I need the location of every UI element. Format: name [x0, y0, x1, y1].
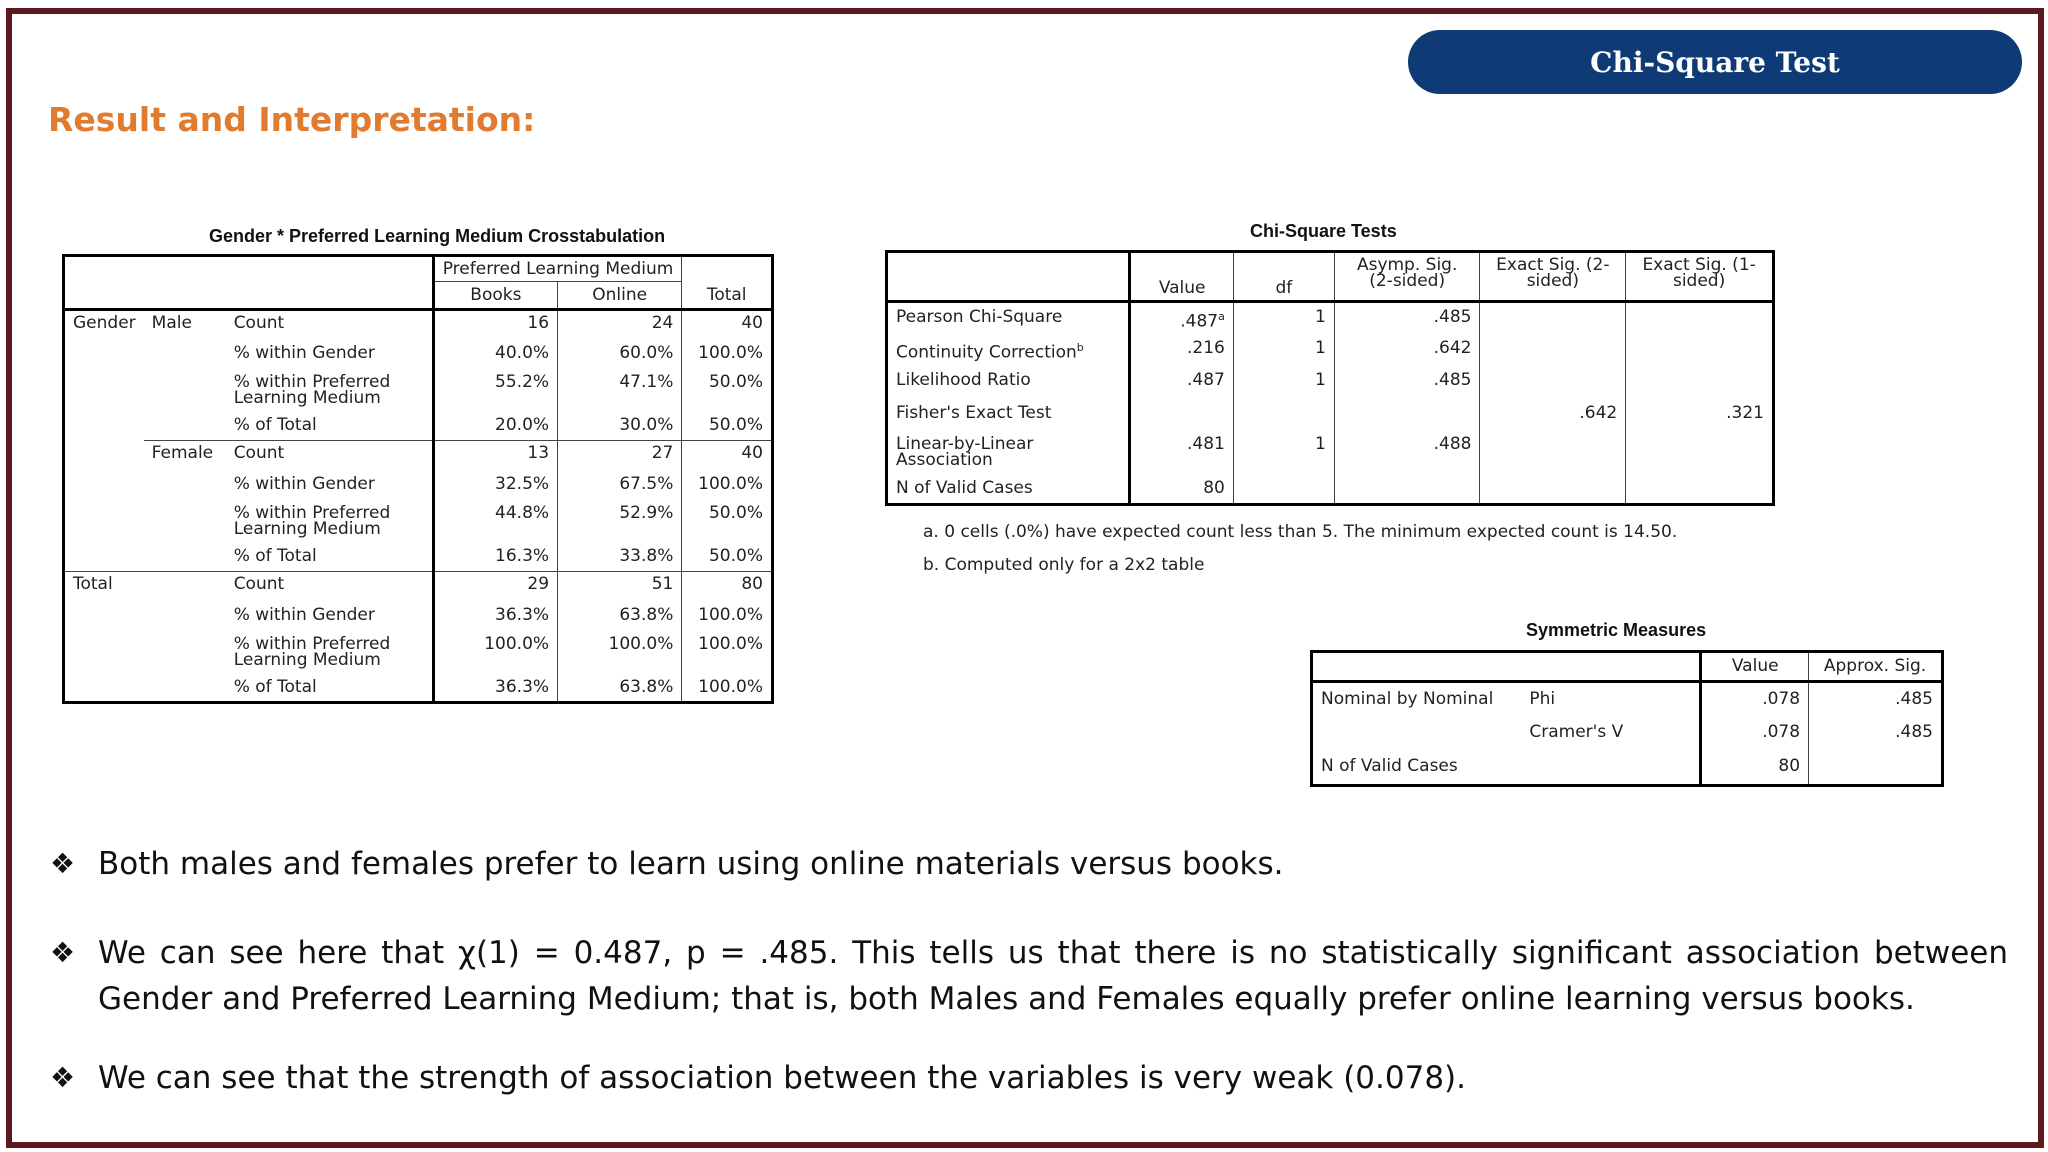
cell: 100.0%: [433, 630, 557, 673]
row-label: Pearson Chi-Square: [896, 307, 1063, 327]
col-asymp-cont: (2-sided): [1369, 271, 1446, 291]
stat-label: Count: [226, 572, 434, 601]
crosstab-group-header: Preferred Learning Medium: [433, 256, 682, 282]
row-male: Male: [151, 313, 192, 333]
cell: 1: [1233, 302, 1334, 334]
cell: 16.3%: [433, 542, 557, 572]
col-exact1: Exact Sig. (1-: [1642, 255, 1756, 275]
cell: 20.0%: [433, 411, 557, 441]
stat-label-cont: Learning Medium: [233, 518, 381, 539]
row-label: Likelihood Ratio: [896, 369, 1031, 390]
cell: 63.8%: [558, 673, 682, 703]
cell: 55.2%: [433, 368, 557, 411]
cell: .078: [1701, 682, 1809, 716]
crosstab-table: [62, 254, 774, 704]
row-nominal: Nominal by Nominal: [1321, 689, 1494, 709]
footnote-b: b. Computed only for a 2x2 table: [923, 555, 1205, 575]
diamond-bullet-icon: ❖: [50, 847, 76, 880]
cell: .485: [1334, 366, 1480, 398]
cell: .487: [1180, 311, 1219, 332]
col-books: Books: [433, 282, 557, 310]
table-row: [887, 475, 1774, 505]
row-label: N of Valid Cases: [896, 477, 1033, 498]
table-row: [887, 334, 1774, 366]
stat-label: % within Gender: [233, 342, 375, 363]
cell: .642: [1334, 334, 1480, 366]
cell: 51: [558, 572, 682, 601]
cell: 60.0%: [558, 339, 682, 368]
bullet-text: We can see here that χ(1) = 0.487, p = .485. This tells us that there is no statistically significant association between: [98, 935, 2008, 971]
crosstab-title: Gender * Preferred Learning Medium Crosstabulation: [209, 226, 666, 246]
cell: 100.0%: [682, 673, 773, 703]
cell: 1: [1233, 334, 1334, 366]
footnote-mark: b: [1076, 340, 1084, 354]
cell: [1480, 334, 1626, 366]
stat-label: % within Preferred: [233, 371, 391, 392]
crosstab-corner: [64, 256, 434, 310]
badge-label: Chi-Square Test: [1590, 45, 1840, 79]
cell: [1480, 431, 1626, 475]
col-exact2-cont: sided): [1526, 271, 1579, 291]
row-total: Total: [64, 572, 226, 601]
cell: .642: [1480, 398, 1626, 431]
cell: 100.0%: [558, 630, 682, 673]
stat-label: % within Preferred: [233, 502, 391, 523]
chisq-table: [885, 250, 1775, 506]
cell: 30.0%: [558, 411, 682, 441]
cell: 100.0%: [682, 601, 773, 630]
cell: 52.9%: [558, 499, 682, 542]
cell: 50.0%: [682, 499, 773, 542]
cell: 27: [558, 441, 682, 470]
stat-label-cont: Learning Medium: [233, 649, 381, 670]
cell: [1626, 431, 1774, 475]
cell: [1334, 475, 1480, 505]
row-label: Fisher's Exact Test: [896, 402, 1052, 423]
row-phi: Phi: [1529, 689, 1556, 709]
cell: 1: [1233, 431, 1334, 475]
row-label: Linear-by-Linear: [896, 433, 1034, 454]
cell: 50.0%: [682, 368, 773, 411]
cell: [1334, 398, 1480, 431]
cell: 100.0%: [682, 339, 773, 368]
chisq-title: Chi-Square Tests: [1250, 221, 1397, 241]
chisq-corner: [887, 252, 1130, 302]
cell: .485: [1809, 716, 1943, 750]
symm-corner: [1312, 652, 1701, 682]
cell: 24: [558, 310, 682, 339]
cell: [1626, 334, 1774, 366]
cell: .487: [1130, 366, 1233, 398]
stat-label-cont: Learning Medium: [233, 387, 381, 408]
stat-label: % of Total: [233, 414, 317, 435]
bullet-text: We can see that the strength of association between the variables is very weak (0.078).: [98, 1060, 1466, 1096]
stat-label: % of Total: [233, 676, 317, 697]
cell: 33.8%: [558, 542, 682, 572]
cell: 13: [433, 441, 557, 470]
cell: [1626, 302, 1774, 334]
cell: 40: [682, 310, 773, 339]
cell: 32.5%: [433, 470, 557, 499]
stat-label: % of Total: [233, 545, 317, 566]
stat-label: % within Gender: [233, 473, 375, 494]
cell: 29: [433, 572, 557, 601]
col-value: Value: [1130, 252, 1233, 302]
stat-label: % within Gender: [233, 604, 375, 625]
cell: 40: [682, 441, 773, 470]
diamond-bullet-icon: ❖: [50, 1061, 76, 1094]
cell: 80: [682, 572, 773, 601]
row-label: Continuity Correction: [896, 342, 1077, 363]
cell: .078: [1701, 716, 1809, 750]
cell: [1130, 398, 1233, 431]
table-row: [887, 431, 1774, 475]
cell: .481: [1130, 431, 1233, 475]
stat-label: Count: [233, 313, 285, 333]
cell: .485: [1809, 682, 1943, 716]
cell: 36.3%: [433, 673, 557, 703]
cell: 16: [433, 310, 557, 339]
cell: 50.0%: [682, 542, 773, 572]
cell: .488: [1334, 431, 1480, 475]
stat-label: % within Preferred: [233, 633, 391, 654]
col-asymp: Asymp. Sig.: [1356, 255, 1458, 275]
cell: [1480, 366, 1626, 398]
cell: [1626, 366, 1774, 398]
cell: 80: [1701, 750, 1809, 786]
cell: 47.1%: [558, 368, 682, 411]
cell: 50.0%: [682, 411, 773, 441]
row-n-valid: N of Valid Cases: [1321, 755, 1458, 776]
cell: 1: [1233, 366, 1334, 398]
page-title: Result and Interpretation:: [48, 100, 536, 139]
col-total: Total: [682, 282, 773, 310]
cell: 100.0%: [682, 630, 773, 673]
footnote-a: a. 0 cells (.0%) have expected count less than 5. The minimum expected count is 14.50.: [923, 522, 1678, 542]
crosstab-spacer: [682, 256, 773, 282]
cell: 40.0%: [433, 339, 557, 368]
col-df: df: [1233, 252, 1334, 302]
cell: 100.0%: [682, 470, 773, 499]
table-row: [1312, 716, 1943, 750]
table-row: [1312, 750, 1943, 786]
table-row: [887, 366, 1774, 398]
cell: [1233, 398, 1334, 431]
cell: 63.8%: [558, 601, 682, 630]
cell: [1480, 475, 1626, 505]
table-row: [887, 398, 1774, 431]
cell: [1480, 302, 1626, 334]
cell: 44.8%: [433, 499, 557, 542]
col-online: Online: [558, 282, 682, 310]
cell: .485: [1334, 302, 1480, 334]
cell: [1626, 475, 1774, 505]
col-value: Value: [1701, 652, 1809, 682]
table-row: [887, 302, 1774, 334]
cell: .321: [1626, 398, 1774, 431]
diamond-bullet-icon: ❖: [50, 936, 76, 969]
cell: .216: [1130, 334, 1233, 366]
cell: 67.5%: [558, 470, 682, 499]
row-gender: Gender: [73, 313, 136, 333]
col-exact2: Exact Sig. (2-: [1496, 255, 1610, 275]
symm-title: Symmetric Measures: [1526, 620, 1707, 640]
footnote-mark: a: [1218, 310, 1225, 323]
symm-table: [1310, 650, 1944, 787]
row-label-cont: Association: [896, 449, 993, 470]
stat-label: Count: [226, 441, 434, 470]
col-approx-sig: Approx. Sig.: [1809, 652, 1943, 682]
bullet-text-cont: Gender and Preferred Learning Medium; that is, both Males and Females equally prefer online learning versus books.: [98, 981, 1915, 1017]
row-cramer: Cramer's V: [1529, 721, 1624, 742]
bullet-text: Both males and females prefer to learn using online materials versus books.: [98, 846, 1284, 882]
row-female: Female: [144, 441, 226, 470]
cell: 36.3%: [433, 601, 557, 630]
col-exact1-cont: sided): [1672, 271, 1726, 291]
cell: [1233, 475, 1334, 505]
slide-badge: [1408, 30, 2022, 94]
cell: 80: [1130, 475, 1233, 505]
table-row: [1312, 682, 1943, 716]
